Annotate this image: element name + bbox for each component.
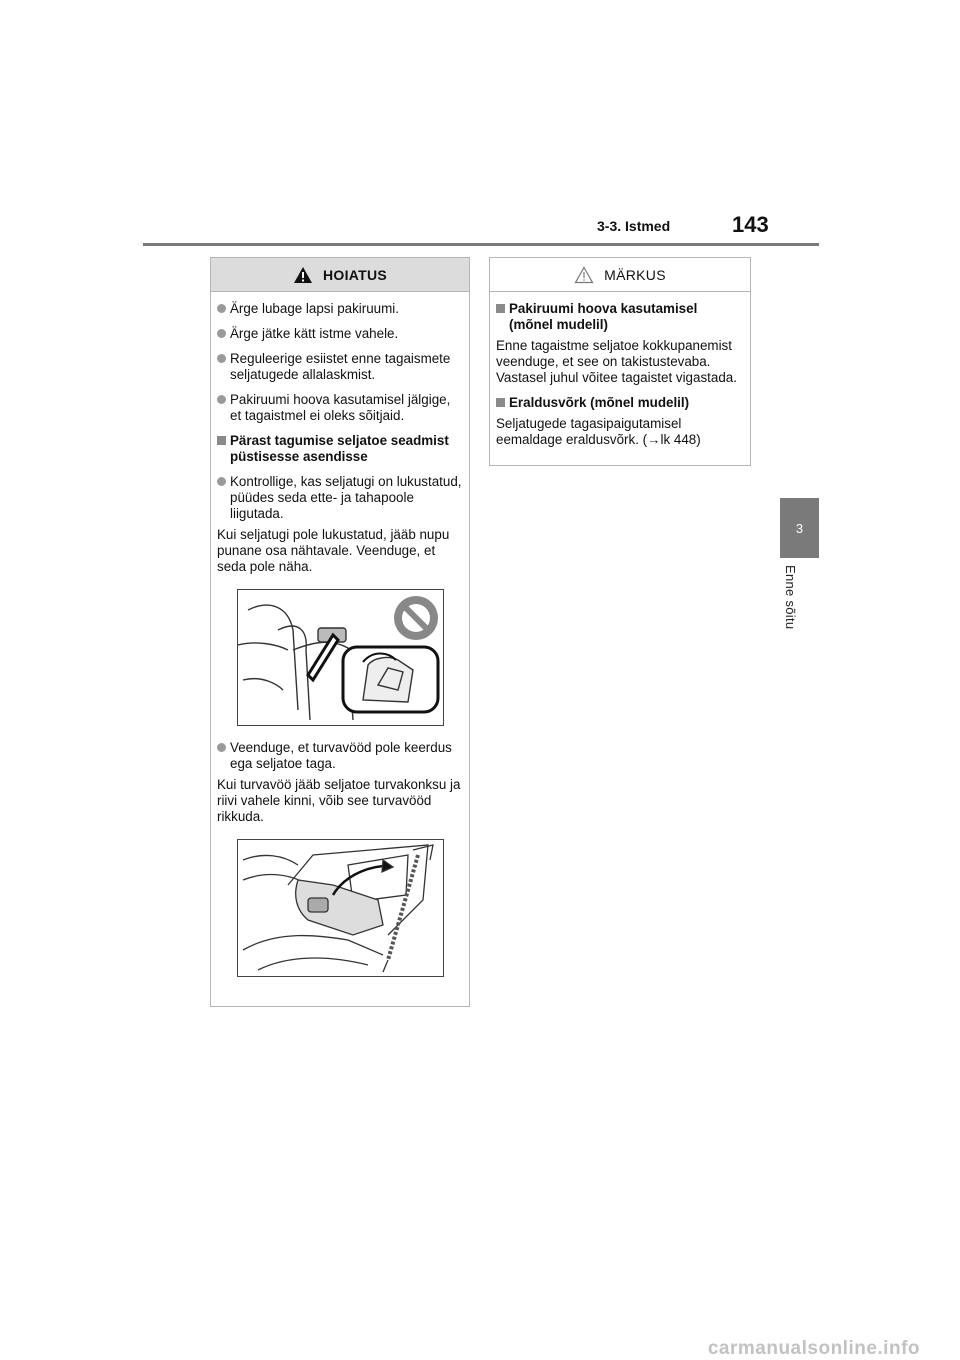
chapter-number: 3 [795,520,804,536]
warning-header [211,258,469,292]
list-item: Ärge jätke kätt istme vahele. [217,326,463,342]
bullet-icon [217,743,226,752]
bullet-icon [217,395,226,404]
warning-subheading: Pärast tagumise seljatoe seadmist püstisesse asendisse [217,433,463,465]
prohibited-icon [394,596,438,640]
bullet-icon [217,477,226,486]
paragraph: Enne tagaistme seljatoe kokkupanemist veenduge, et see on takistustevaba. Vastasel juhul võitee tagaistet vigastada. [496,338,737,385]
paragraph: Kui seljatugi pole lukustatud, jääb nupu punane osa nähtavale. Veenduge, et seda pole näha. [217,527,450,574]
notice-title: MÄRKUS [604,266,666,283]
paragraph: Kui turvavöö jääb seljatoe turvakonksu ja riivi vahele kinni, võib see turvavööd rikkuda. [217,777,461,824]
chapter-label: Enne sõitu [783,565,798,630]
square-bullet-icon [496,304,505,313]
notice-subheading: Eraldusvõrk (mõnel mudelil) [496,395,744,411]
bullet-icon [217,354,226,363]
seatback-lock-illustration [237,589,444,726]
footer [0,1338,960,1358]
warning-box [210,257,470,1007]
chapter-tab [780,498,819,558]
notice-header [490,258,750,292]
list-item: Kontrollige, kas seljatugi on lukustatud, püüdes seda ette- ja tahapoole liigutada. [217,474,463,522]
warning-title: HOIATUS [322,266,388,283]
list-item: Reguleerige esiistet enne tagaismete seljatugede allalaskmist. [217,351,463,383]
paragraph: Seljatugede tagasipaigutamisel eemaldage eraldusvõrk. (→lk 448) [496,416,701,447]
bullet-icon [217,304,226,313]
notice-subheading: Pakiruumi hoova kasutamisel (mõnel mudelil) [496,301,744,333]
square-bullet-icon [496,398,505,407]
warning-triangle-icon [293,266,313,284]
list-item: Ärge lubage lapsi pakiruumi. [217,301,463,317]
notice-box [489,257,751,466]
square-bullet-icon [217,436,226,445]
list-item: Veenduge, et turvavööd pole keerdus ega seljatoe taga. [217,740,463,772]
page-number: 143 [732,212,769,237]
watermark: carmanualsonline.info [707,1338,920,1359]
header-rule [143,243,819,246]
bullet-icon [217,329,226,338]
caution-triangle-icon [574,266,594,284]
section-title: 3-3. Istmed [597,218,671,234]
seatbelt-illustration [237,839,444,977]
list-item: Pakiruumi hoova kasutamisel jälgige, et tagaistmel ei oleks sõitjaid. [217,392,463,424]
